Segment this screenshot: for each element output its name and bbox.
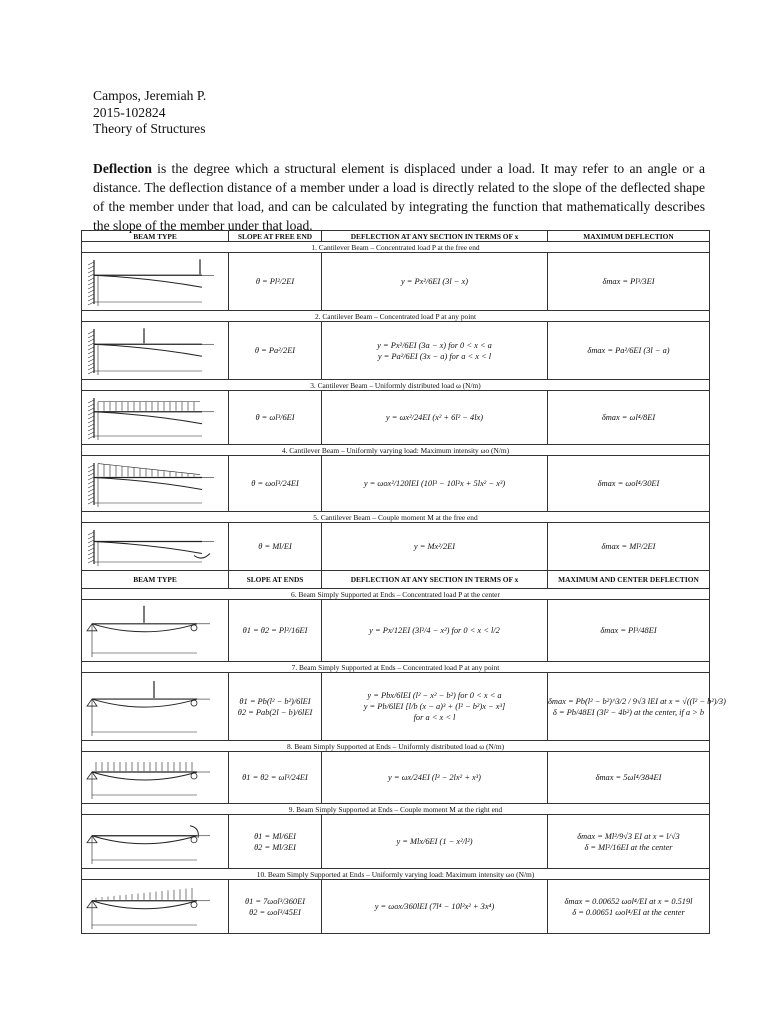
deflection-table (81, 230, 726, 934)
wall-hatch (88, 290, 94, 293)
student-id: 2015-102824 (93, 104, 166, 120)
formula-line: y = Pb/6lEI [l/b (x − a)³ + (l² − b²)x − x³] (363, 702, 506, 711)
beam-figure-cell (82, 600, 229, 662)
column-header: MAXIMUM DEFLECTION (548, 231, 710, 242)
deflection-cell (322, 456, 548, 512)
formula-line: δmax = Pb(l² − b²)^3/2 / 9√3 lEI at x = √((l² − b²)/3) (548, 696, 726, 706)
beam-diagram (82, 816, 227, 868)
beam-diagram (82, 457, 227, 511)
beam-diagram (82, 753, 227, 803)
beam-diagram (82, 392, 227, 444)
column-header: SLOPE AT ENDS (229, 571, 322, 589)
formula-line: θ2 = Pab(2l − b)/6lEI (237, 707, 313, 717)
beam-figure-cell (82, 456, 229, 512)
case-row (82, 523, 710, 571)
formula-line: δ = 0.00651 ωol⁴/EI at the center (572, 907, 685, 917)
slope-cell (229, 391, 322, 445)
formula-line: δmax = 0.00652 ωol⁴/EI at x = 0.519l (564, 896, 693, 906)
wall-hatch (88, 347, 94, 350)
beam-figure-cell (82, 815, 229, 869)
formula-line: y = Pa²/6EI (3x − a) for a < x < l (377, 351, 492, 361)
roller-support (191, 773, 197, 779)
wall-hatch (88, 501, 94, 504)
case-caption-row (82, 242, 710, 253)
case-caption-row (82, 741, 710, 752)
wall-hatch (88, 270, 94, 273)
roller-support (191, 700, 197, 706)
beam-diagram (82, 601, 227, 661)
wall-hatch (88, 424, 94, 427)
max-deflection-cell (548, 456, 710, 512)
case-caption: 9. Beam Simply Supported at Ends – Couple moment M at the right end (82, 804, 710, 815)
case-caption: 4. Cantilever Beam – Uniformly varying load: Maximum intensity ωo (N/m) (82, 445, 710, 456)
wall-hatch (88, 536, 94, 539)
formula-line: δmax = Pa²/6EI (3l − a) (587, 346, 670, 355)
beam-figure-cell (82, 391, 229, 445)
wall-hatch (88, 278, 94, 281)
deflection-cell (322, 673, 548, 741)
case-row (82, 673, 710, 741)
case-caption: 8. Beam Simply Supported at Ends – Uniformly distributed load ω (N/m) (82, 741, 710, 752)
deflection-cell (322, 523, 548, 571)
wall-hatch (88, 371, 94, 374)
column-header: BEAM TYPE (82, 231, 229, 242)
wall-hatch (88, 408, 94, 411)
beam-figure-cell (82, 523, 229, 571)
formula-line: y = Mlx/6EI (1 − x²/l²) (396, 837, 473, 846)
formula-line: y = Px²/6EI (3a − x) for 0 < x < a (377, 340, 492, 350)
formula-line: y = ωox²/120lEI (10l³ − 10l²x + 5lx² − x³) (363, 479, 506, 488)
case-row (82, 880, 710, 934)
formula-line: θ1 = Ml/6EI (254, 831, 296, 841)
column-header: DEFLECTION AT ANY SECTION IN TERMS OF x (322, 571, 548, 589)
beam-figure-cell (82, 322, 229, 380)
author-name: Campos, Jeremiah P. (93, 88, 207, 103)
wall-hatch (88, 532, 94, 535)
formula-line: for a < x < l (413, 713, 456, 722)
slope-cell (229, 523, 322, 571)
wall-hatch (88, 274, 94, 277)
slope-cell (229, 600, 322, 662)
max-deflection-cell (548, 600, 710, 662)
case-caption-row (82, 445, 710, 456)
formula-line: θ = Ml/EI (258, 542, 292, 551)
deflected-shape (92, 699, 197, 707)
formula-line: θ1 = θ2 = ωl³/24EI (242, 773, 308, 782)
column-header: BEAM TYPE (82, 571, 229, 589)
formula-line: θ2 = ωol³/45EI (249, 907, 301, 917)
deflected-shape (94, 344, 202, 356)
wall-hatch (88, 359, 94, 362)
intro-term: Deflection (93, 161, 152, 176)
formula-line: δmax = Pl³/3EI (602, 277, 655, 286)
column-header: SLOPE AT FREE END (229, 231, 322, 242)
formula-line: δ = Ml²/16EI at the center (584, 842, 673, 852)
deflected-shape (92, 900, 197, 908)
max-deflection-cell (548, 815, 710, 869)
formula-line: θ = Pa²/2EI (254, 346, 296, 355)
formula-line: y = Pbx/6lEI (l² − x² − b²) for 0 < x < a (367, 691, 502, 700)
wall-hatch (88, 343, 94, 346)
formula-line: y = ωx²/24EI (x² + 6l² − 4lx) (385, 413, 484, 422)
beam-figure-cell (82, 673, 229, 741)
slope-cell (229, 456, 322, 512)
max-deflection-cell (548, 673, 726, 741)
wall-hatch (88, 481, 94, 484)
wall-hatch (88, 420, 94, 423)
wall-hatch (88, 432, 94, 435)
wall-hatch (88, 473, 94, 476)
beam-figure-cell (82, 752, 229, 804)
header-row (82, 571, 710, 589)
slope-cell (229, 322, 322, 380)
deflected-shape (92, 835, 197, 843)
slope-cell (229, 253, 322, 311)
case-row (82, 752, 710, 804)
formula-line: δmax = Ml²/2EI (601, 542, 656, 551)
wall-hatch (88, 477, 94, 480)
formula-line: θ1 = Pb(l² − b²)/6lEI (239, 696, 311, 706)
wall-hatch (88, 298, 94, 301)
column-header: MAXIMUM AND CENTER DEFLECTION (548, 571, 710, 589)
wall-hatch (88, 331, 94, 334)
wall-hatch (88, 262, 94, 265)
formula-line: y = Px²/6EI (3l − x) (400, 277, 469, 286)
deflection-cell (322, 391, 548, 445)
slope-cell (229, 880, 322, 934)
formula-line: θ = ωl³/6EI (255, 413, 295, 422)
formula-line: θ = ωol³/24EI (251, 479, 299, 488)
deflected-shape (94, 411, 202, 423)
formula-line: y = Px/12EI (3l²/4 − x²) for 0 < x < l/2 (369, 626, 500, 635)
formula-line: θ = Pl²/2EI (255, 277, 295, 286)
case-caption-row (82, 589, 710, 600)
formula-line: δmax = Pl³/48EI (600, 626, 657, 635)
beam-figure-cell (82, 880, 229, 934)
formula-line: y = Mx²/2EI (413, 542, 456, 551)
max-deflection-cell (548, 880, 710, 934)
case-caption-row (82, 662, 710, 673)
max-deflection-cell (548, 752, 710, 804)
couple-moment-arrow (194, 553, 210, 558)
deflection-cell (322, 752, 548, 804)
formula-line: δ = Pb/48EI (3l² − 4b²) at the center, if a > b (552, 707, 705, 717)
wall-hatch (88, 556, 94, 559)
wall-hatch (88, 493, 94, 496)
course-name: Theory of Structures (93, 121, 206, 136)
wall-hatch (88, 363, 94, 366)
wall-hatch (88, 540, 94, 543)
case-caption-row (82, 869, 710, 880)
case-caption: 5. Cantilever Beam – Couple moment M at the free end (82, 512, 710, 523)
slope-cell (229, 673, 322, 741)
formula-line: y = ωx/24EI (l³ − 2lx² + x³) (388, 773, 481, 782)
case-caption: 6. Beam Simply Supported at Ends – Concentrated load P at the center (82, 589, 710, 600)
case-row (82, 600, 710, 662)
header-row (82, 231, 710, 242)
formula-line: y = ωox/360lEI (7l⁴ − 10l²x² + 3x⁴) (374, 902, 495, 911)
case-row (82, 322, 710, 380)
deflection-cell (322, 815, 548, 869)
roller-support (191, 624, 197, 630)
deflected-shape (94, 275, 202, 287)
case-row (82, 456, 710, 512)
case-row (82, 253, 710, 311)
case-caption: 7. Beam Simply Supported at Ends – Concentrated load P at any point (82, 662, 710, 673)
slope-cell (229, 815, 322, 869)
deflection-cell (322, 253, 548, 311)
formula-line: δmax = ωol⁴/30EI (597, 479, 660, 488)
deflection-cell (322, 322, 548, 380)
case-row (82, 391, 710, 445)
author-header (93, 88, 206, 138)
wall-hatch (88, 436, 94, 439)
beam-diagram (82, 254, 227, 310)
wall-hatch (88, 552, 94, 555)
wall-hatch (88, 404, 94, 407)
case-row (82, 815, 710, 869)
case-caption-row (82, 804, 710, 815)
wall-hatch (88, 560, 94, 563)
deflection-cell (322, 880, 548, 934)
wall-hatch (88, 428, 94, 431)
roller-support (191, 836, 197, 842)
wall-hatch (88, 544, 94, 547)
wall-hatch (88, 400, 94, 403)
beam-diagram (82, 524, 227, 570)
case-caption: 3. Cantilever Beam – Uniformly distributed load ω (N/m) (82, 380, 710, 391)
max-deflection-cell (548, 391, 710, 445)
wall-hatch (88, 548, 94, 551)
wall-hatch (88, 367, 94, 370)
formula-line: δmax = Ml²/9√3 EI at x = l/√3 (577, 831, 680, 841)
deflected-shape (94, 477, 202, 489)
formula-line: θ1 = θ2 = Pl²/16EI (242, 626, 308, 635)
wall-hatch (88, 266, 94, 269)
case-caption: 10. Beam Simply Supported at Ends – Uniformly varying load: Maximum intensity ωo (N/m) (82, 869, 710, 880)
wall-hatch (88, 355, 94, 358)
wall-hatch (88, 465, 94, 468)
max-deflection-cell (548, 253, 710, 311)
case-caption: 1. Cantilever Beam – Concentrated load P at the free end (82, 242, 710, 253)
case-caption-row (82, 512, 710, 523)
wall-hatch (88, 286, 94, 289)
wall-hatch (88, 282, 94, 285)
beam-diagram (82, 881, 227, 933)
wall-hatch (88, 469, 94, 472)
wall-hatch (88, 416, 94, 419)
wall-hatch (88, 339, 94, 342)
roller-support (191, 901, 197, 907)
intro-text: is the degree which a structural element is displaced under a load. It may refer to an angle or a distance. The deflection distance of a member under a load is directly related to the slope of the deflected shape of the member under that load, and can be calculated by integrating the function that mathematically describes the slope of the member under that load. (93, 161, 705, 233)
load-envelope (98, 463, 200, 474)
wall-hatch (88, 335, 94, 338)
intro-paragraph (93, 159, 705, 235)
slope-cell (229, 752, 322, 804)
deflected-shape (92, 623, 197, 631)
deflected-shape (92, 772, 197, 780)
max-deflection-cell (548, 322, 710, 380)
wall-hatch (88, 497, 94, 500)
wall-hatch (88, 489, 94, 492)
formula-line: θ1 = 7ωol³/360EI (244, 896, 306, 906)
beam-diagram (82, 674, 227, 740)
wall-hatch (88, 412, 94, 415)
wall-hatch (88, 302, 94, 305)
formula-line: δmax = ωl⁴/8EI (601, 413, 656, 422)
beam-diagram (82, 323, 227, 379)
case-caption-row (82, 380, 710, 391)
formula-line: θ2 = Ml/3EI (254, 842, 296, 852)
deflection-cell (322, 600, 548, 662)
beam-figure-cell (82, 253, 229, 311)
case-caption: 2. Cantilever Beam – Concentrated load P at any point (82, 311, 710, 322)
max-deflection-cell (548, 523, 710, 571)
wall-hatch (88, 294, 94, 297)
wall-hatch (88, 485, 94, 488)
column-header: DEFLECTION AT ANY SECTION IN TERMS OF x (322, 231, 548, 242)
deflected-shape (94, 541, 202, 553)
formula-line: δmax = 5ωl⁴/384EI (595, 773, 662, 782)
wall-hatch (88, 351, 94, 354)
case-caption-row (82, 311, 710, 322)
